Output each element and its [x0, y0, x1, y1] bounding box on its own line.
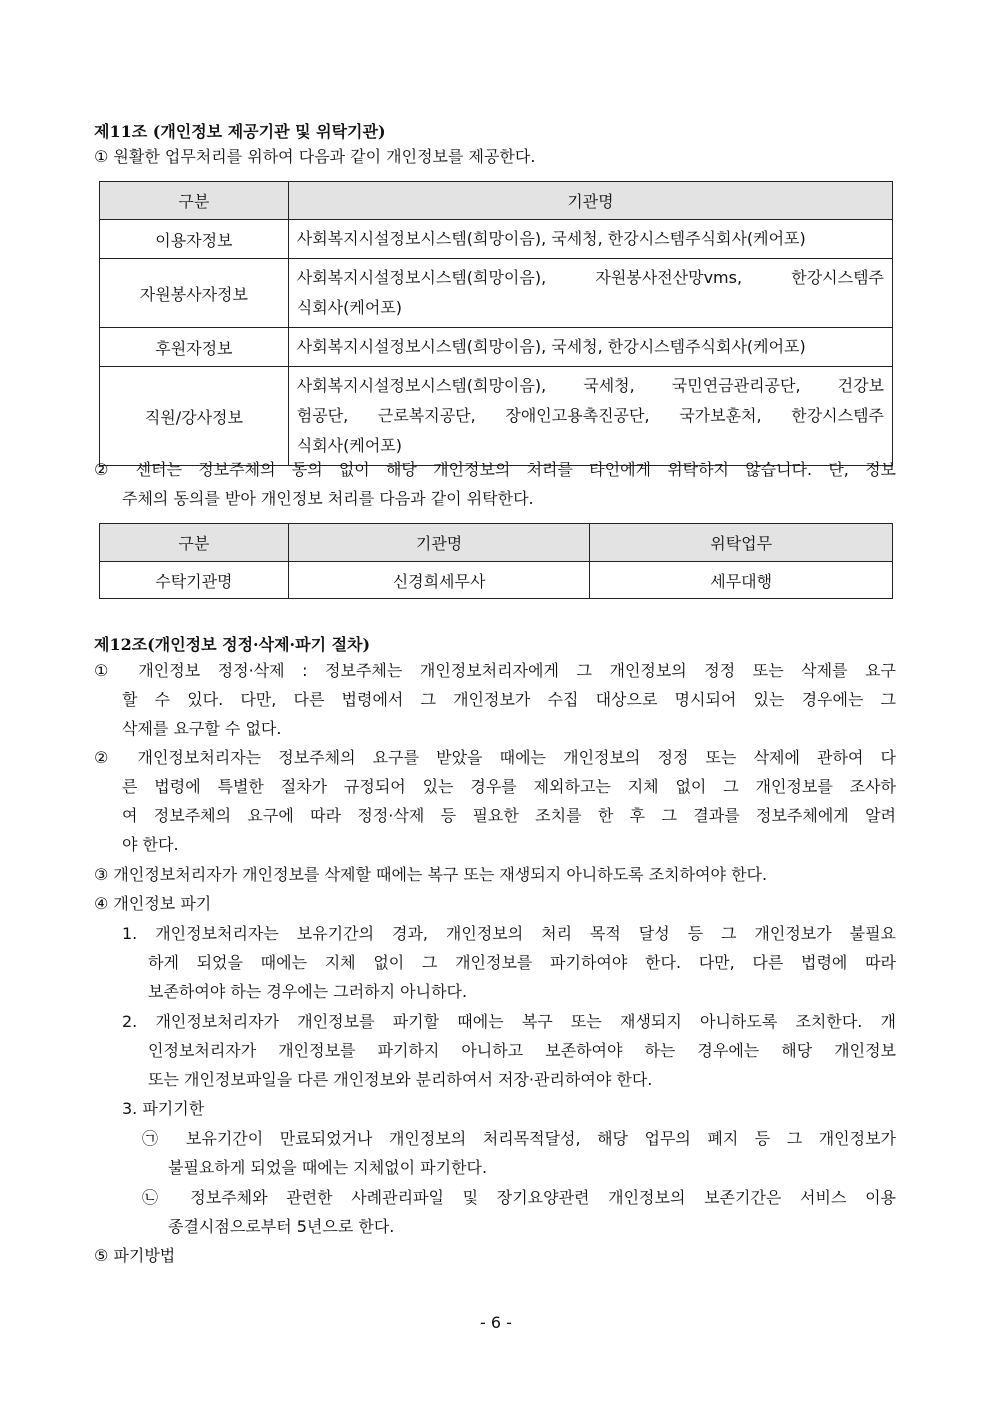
- row-category: 이용자정보: [100, 220, 289, 259]
- row-org: [288, 367, 892, 466]
- table-row: [100, 328, 893, 367]
- org-line: 사회복지시설정보시스템(희망이음), 국세청, 한강시스템주식회사(케어포): [296, 229, 806, 248]
- article-12-t2-line: 종결시점으로부터 5년으로 한다.: [168, 1217, 395, 1236]
- article-12-t2-line: ㉡ 정보주체와 관련한 사례관리파일 및 장기요양관련 개인정보의 보존기간은 서비스 이용: [142, 1188, 896, 1207]
- article-12-p1-line: 삭제를 요구할 수 없다.: [122, 719, 282, 738]
- provider-table-header-category: 구분: [100, 182, 289, 220]
- provider-table: [99, 181, 893, 466]
- article-12-p4: ④ 개인정보 파기: [94, 894, 212, 913]
- org-line: 사회복지시설정보시스템(희망이음), 국세청, 국민연금관리공단, 건강보: [296, 376, 884, 395]
- article-12-p5: ⑤ 파기방법: [94, 1246, 176, 1265]
- article-12-s2-line: 또는 개인정보파일을 다른 개인정보와 분리하여서 저장·관리하여야 한다.: [148, 1070, 653, 1089]
- page-number: - 6 -: [480, 1313, 512, 1332]
- provider-table-header-org: 기관명: [288, 182, 892, 220]
- article-12-s2-line: 2. 개인정보처리자가 개인정보를 파기할 때에는 복구 또는 재생되지 아니하도록 조치한다. 개: [122, 1012, 896, 1031]
- row-category: 직원/강사정보: [100, 367, 289, 466]
- delegation-table: [99, 523, 893, 599]
- article-11-title: 제11조 (개인정보 제공기관 및 위탁기관): [94, 122, 386, 141]
- table-row: [100, 259, 893, 328]
- delegation-header-category: 구분: [100, 524, 289, 562]
- org-line: 사회복지시설정보시스템(희망이음), 국세청, 한강시스템주식회사(케어포): [296, 337, 806, 356]
- article-12-p2-line: 른 법령에 특별한 절차가 규정되어 있는 경우를 제외하고는 지체 없이 그 개인정보를 조사하: [122, 777, 896, 796]
- delegation-header-task: 위탁업무: [590, 524, 893, 562]
- article-12-s1-line: 하게 되었을 때에는 지체 없이 그 개인정보를 파기하여야 한다. 다만, 다른 법령에 따라: [148, 953, 896, 972]
- article-12-s2-line: 인정보처리자가 개인정보를 파기하지 아니하고 보존하여야 하는 경우에는 해당 개인정보: [148, 1041, 896, 1060]
- delegation-header-org: 기관명: [288, 524, 590, 562]
- row-category: 후원자정보: [100, 328, 289, 367]
- table-row: [100, 220, 893, 259]
- article-12-p1-line: ① 개인정보 정정·삭제 : 정보주체는 개인정보처리자에게 그 개인정보의 정정 또는 삭제를 요구: [94, 661, 896, 680]
- org-line: 식회사(케어포): [296, 298, 402, 317]
- article-12-s1-line: 1. 개인정보처리자는 보유기간의 경과, 개인정보의 처리 목적 달성 등 그 개인정보가 불필요: [122, 924, 896, 943]
- row-category: 자원봉사자정보: [100, 259, 289, 328]
- row-org: [288, 220, 892, 259]
- table-row: [100, 562, 893, 599]
- article-12-p1-line: 할 수 있다. 다만, 다른 법령에서 그 개인정보가 수집 대상으로 명시되어 있는 경우에는 그: [122, 690, 896, 709]
- org-line: 험공단, 근로복지공단, 장애인고용촉진공단, 국가보훈처, 한강시스템주: [296, 406, 884, 425]
- row-org: [288, 328, 892, 367]
- article-11-item-2-line-1: ② 센터는 정보주체의 동의 없이 해당 개인정보의 처리를 타인에게 위탁하지 않습니다. 단, 정보: [94, 460, 896, 479]
- article-11-item-2-line-2: 주체의 동의를 받아 개인정보 처리를 다음과 같이 위탁한다.: [122, 489, 534, 508]
- article-12-t1-line: ㉠ 보유기간이 만료되었거나 개인정보의 처리목적달성, 해당 업무의 폐지 등 그 개인정보가: [142, 1129, 896, 1148]
- delegation-category: 수탁기관명: [100, 562, 289, 599]
- article-12-p2-line: ② 개인정보처리자는 정보주체의 요구를 받았을 때에는 개인정보의 정정 또는 삭제에 관하여 다: [94, 748, 896, 767]
- delegation-task: 세무대행: [590, 562, 893, 599]
- org-line: 식회사(케어포): [296, 436, 402, 455]
- article-12-p2-line: 야 한다.: [122, 835, 179, 854]
- article-12-p2-line: 여 정보주체의 요구에 따라 정정·삭제 등 필요한 조치를 한 후 그 결과를 정보주체에게 알려: [122, 806, 896, 825]
- article-12-s3: 3. 파기기한: [122, 1099, 205, 1118]
- article-11-item-1: ① 원활한 업무처리를 위하여 다음과 같이 개인정보를 제공한다.: [94, 147, 536, 166]
- table-row: [100, 367, 893, 466]
- delegation-org: 신경희세무사: [288, 562, 590, 599]
- org-line: 사회복지시설정보시스템(희망이음), 자원봉사전산망vms, 한강시스템주: [296, 268, 884, 287]
- row-org: [288, 259, 892, 328]
- article-12-t1-line: 불필요하게 되었을 때에는 지체없이 파기한다.: [168, 1158, 488, 1177]
- article-12-s1-line: 보존하여야 하는 경우에는 그러하지 아니하다.: [148, 982, 468, 1001]
- article-12-title: 제12조(개인정보 정정·삭제·파기 절차): [94, 635, 371, 654]
- article-12-p3: ③ 개인정보처리자가 개인정보를 삭제할 때에는 복구 또는 재생되지 아니하도록 조치하여야 한다.: [94, 865, 768, 884]
